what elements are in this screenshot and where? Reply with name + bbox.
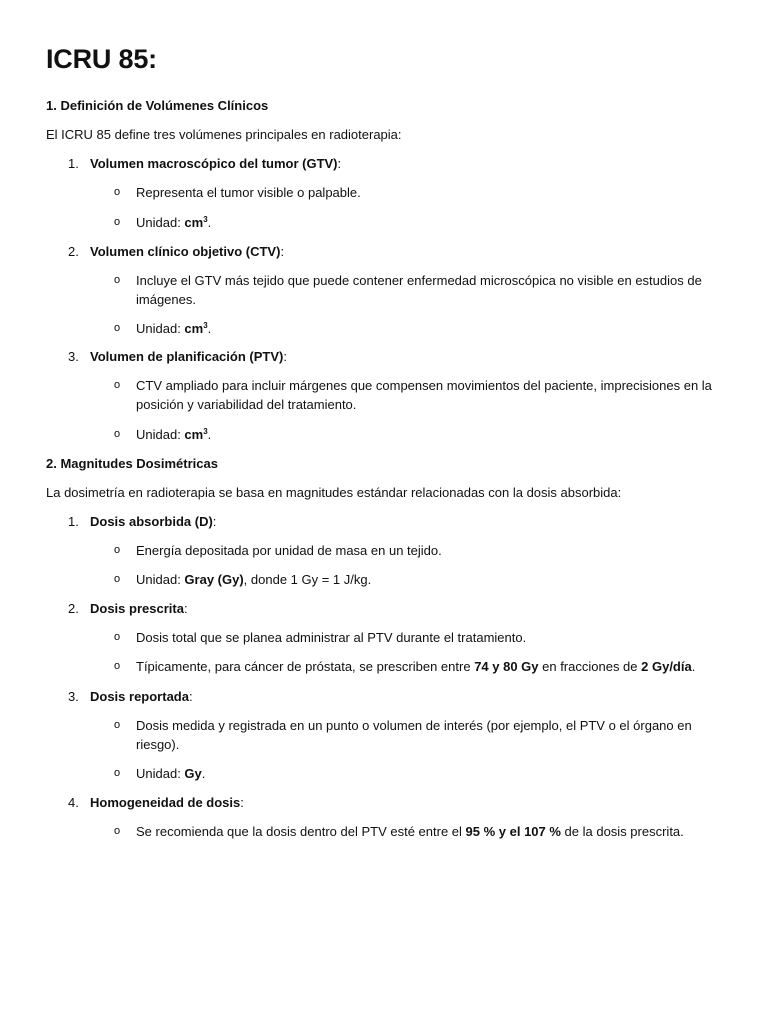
text-fragment: . bbox=[691, 659, 696, 674]
term-ctv: Volumen clínico objetivo (CTV) bbox=[90, 244, 281, 259]
text-fragment: Típicamente, para cáncer de próstata, se prescriben entre bbox=[136, 659, 475, 674]
colon: : bbox=[188, 689, 193, 704]
bullet-text bbox=[136, 657, 726, 676]
bullet-text bbox=[136, 822, 726, 841]
term-reported-dose: Dosis reportada bbox=[90, 689, 189, 704]
list-item-ptv bbox=[90, 347, 287, 366]
term-absorbed-dose: Dosis absorbida (D) bbox=[90, 514, 213, 529]
term-dose-homogeneity: Homogeneidad de dosis bbox=[90, 795, 241, 810]
bullet-marker: o bbox=[114, 186, 121, 198]
bullet-marker: o bbox=[114, 719, 121, 731]
list-item-ctv bbox=[90, 242, 284, 261]
list-number: 3. bbox=[68, 349, 79, 364]
section-heading-dosimetry: 2. Magnitudes Dosimétricas bbox=[46, 456, 218, 471]
unit-suffix: . bbox=[207, 427, 212, 442]
unit-value: cm bbox=[184, 321, 204, 336]
bold-fragment: Gray (Gy) bbox=[184, 572, 244, 587]
unit-value: cm bbox=[184, 427, 204, 442]
bullet-marker: o bbox=[114, 274, 121, 286]
list-item-gtv bbox=[90, 154, 341, 173]
list-number: 1. bbox=[68, 514, 79, 529]
bullet-text: Dosis total que se planea administrar al PTV durante el tratamiento. bbox=[136, 630, 527, 645]
text-fragment: . bbox=[201, 766, 206, 781]
list-number: 1. bbox=[68, 156, 79, 171]
list-number: 4. bbox=[68, 795, 79, 810]
unit-exponent: 3 bbox=[203, 321, 208, 330]
bold-fragment: 2 Gy/día bbox=[641, 659, 692, 674]
unit-exponent: 3 bbox=[203, 215, 208, 224]
unit-exponent: 3 bbox=[203, 427, 208, 436]
text-fragment: de la dosis prescrita. bbox=[560, 824, 684, 839]
colon: : bbox=[280, 244, 285, 259]
bullet-text: Dosis medida y registrada en un punto o volumen de interés (por ejemplo, el PTV o el órgano en riesgo). bbox=[136, 718, 692, 752]
bold-fragment: Gy bbox=[184, 766, 202, 781]
bold-fragment: 74 y 80 Gy bbox=[474, 659, 539, 674]
bullet-unit bbox=[136, 764, 726, 783]
colon: : bbox=[240, 795, 244, 810]
bold-fragment: 95 % y el 107 % bbox=[465, 824, 561, 839]
list-number: 2. bbox=[68, 244, 79, 259]
unit-suffix: . bbox=[207, 321, 212, 336]
bullet-unit bbox=[136, 425, 726, 444]
text-fragment: Unidad: bbox=[136, 572, 185, 587]
text-fragment: Se recomienda que la dosis dentro del PTV esté entre el bbox=[136, 824, 466, 839]
unit-value: cm bbox=[184, 215, 204, 230]
unit-prefix: Unidad: bbox=[136, 321, 185, 336]
list-number: 3. bbox=[68, 689, 79, 704]
section-intro-volumes: El ICRU 85 define tres volúmenes principales en radioterapia: bbox=[46, 127, 402, 142]
bullet-text: Energía depositada por unidad de masa en un tejido. bbox=[136, 543, 442, 558]
term-prescribed-dose: Dosis prescrita bbox=[90, 601, 184, 616]
bullet-text: Incluye el GTV más tejido que puede contener enfermedad microscópica no visible en estudios de imágenes. bbox=[136, 273, 702, 307]
list-item-absorbed-dose bbox=[90, 512, 216, 531]
unit-prefix: Unidad: bbox=[136, 215, 185, 230]
bullet-marker: o bbox=[114, 660, 121, 672]
bullet-text: Representa el tumor visible o palpable. bbox=[136, 185, 361, 200]
text-fragment: , donde 1 Gy = 1 J/kg. bbox=[243, 572, 372, 587]
section-intro-dosimetry: La dosimetría en radioterapia se basa en magnitudes estándar relacionadas con la dosis absorbida: bbox=[46, 485, 622, 500]
bullet-unit bbox=[136, 319, 726, 338]
bullet-marker: o bbox=[114, 573, 121, 585]
unit-prefix: Unidad: bbox=[136, 427, 185, 442]
bullet-marker: o bbox=[114, 428, 121, 440]
list-item-prescribed-dose bbox=[90, 599, 188, 618]
list-number: 2. bbox=[68, 601, 79, 616]
bullet-unit bbox=[136, 570, 726, 589]
bullet-text: CTV ampliado para incluir márgenes que compensen movimientos del paciente, imprecisiones en la posición y variabilidad del tratamiento. bbox=[136, 378, 712, 412]
bullet-marker: o bbox=[114, 544, 121, 556]
page-title: ICRU 85: bbox=[46, 44, 157, 74]
text-fragment: en fracciones de bbox=[538, 659, 642, 674]
bullet-marker: o bbox=[114, 322, 121, 334]
colon: : bbox=[212, 514, 217, 529]
bullet-marker: o bbox=[114, 379, 121, 391]
bullet-marker: o bbox=[114, 825, 121, 837]
bullet-unit bbox=[136, 213, 726, 232]
colon: : bbox=[183, 601, 188, 616]
term-ptv: Volumen de planificación (PTV) bbox=[90, 349, 284, 364]
bullet-marker: o bbox=[114, 216, 121, 228]
colon: : bbox=[337, 156, 342, 171]
section-heading-volumes: 1. Definición de Volúmenes Clínicos bbox=[46, 98, 269, 113]
bullet-marker: o bbox=[114, 767, 121, 779]
list-item-reported-dose bbox=[90, 687, 193, 706]
unit-suffix: . bbox=[207, 215, 212, 230]
text-fragment: Unidad: bbox=[136, 766, 185, 781]
term-gtv: Volumen macroscópico del tumor (GTV) bbox=[90, 156, 338, 171]
bullet-marker: o bbox=[114, 631, 121, 643]
list-item-dose-homogeneity bbox=[90, 793, 244, 812]
colon: : bbox=[283, 349, 287, 364]
